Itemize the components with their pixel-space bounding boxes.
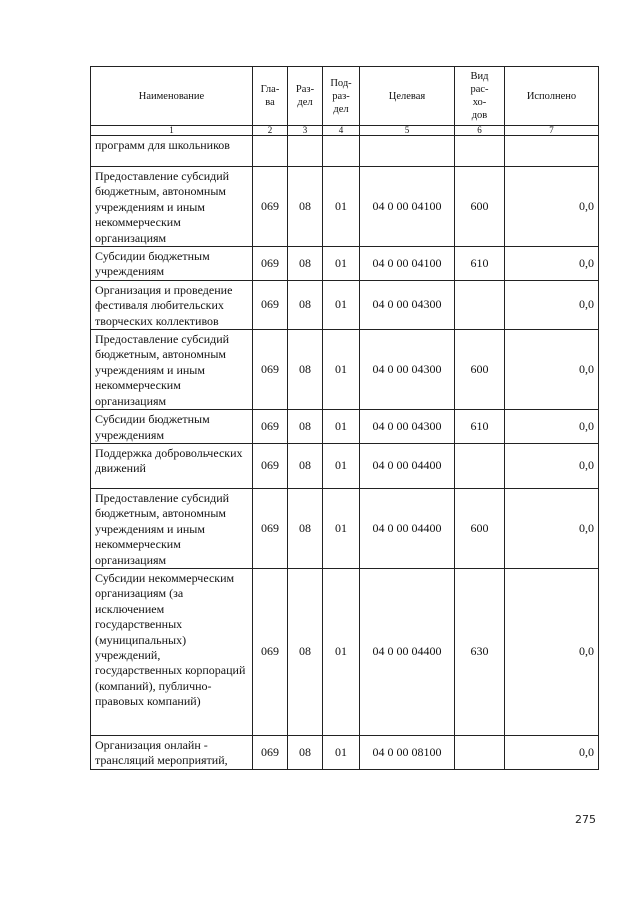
table-row	[91, 488, 599, 568]
table-row	[91, 330, 599, 410]
header-executed	[505, 67, 599, 126]
row-expense-type: 600	[455, 488, 505, 568]
table-row	[91, 280, 599, 329]
row-executed: 0,0	[505, 167, 599, 247]
table-row	[91, 410, 599, 444]
row-chapter: 069	[253, 280, 288, 329]
row-name: Организация онлайн - трансляций мероприятий,	[91, 735, 253, 769]
table-row	[91, 443, 599, 488]
row-subsection: 01	[323, 488, 360, 568]
row-target: 04 0 00 04300	[360, 330, 455, 410]
row-executed: 0,0	[505, 568, 599, 735]
header-expense-type	[455, 67, 505, 126]
row-section: 08	[288, 735, 323, 769]
row-name: программ для школьников	[91, 136, 253, 167]
header-subsection-label: Под- раз- дел	[330, 77, 352, 115]
table-row	[91, 167, 599, 247]
row-expense-type: 600	[455, 330, 505, 410]
column-number: 5	[360, 126, 455, 136]
row-chapter: 069	[253, 247, 288, 281]
header-row	[91, 67, 599, 126]
row-name: Организация и проведение фестиваля любительских творческих коллективов	[91, 280, 253, 329]
header-expense-type-label: Вид рас- хо- дов	[470, 71, 489, 121]
row-name: Предоставление субсидий бюджетным, автономным учреждениям и иным некоммерческим организациям	[91, 167, 253, 247]
row-name: Субсидии бюджетным учреждениям	[91, 247, 253, 281]
row-chapter: 069	[253, 167, 288, 247]
row-name: Субсидии бюджетным учреждениям	[91, 410, 253, 444]
row-target	[360, 136, 455, 167]
row-section: 08	[288, 488, 323, 568]
header-name-label: Наименование	[138, 90, 205, 102]
row-subsection: 01	[323, 410, 360, 444]
row-subsection: 01	[323, 443, 360, 488]
row-chapter: 069	[253, 443, 288, 488]
page-number: 275	[575, 813, 596, 826]
row-name: Субсидии некоммерческим организациям (за исключением государственных (муниципальных) учреждений, государственных корпораций (компаний), публично-правовых компаний)	[91, 568, 253, 735]
header-chapter	[253, 67, 288, 126]
row-chapter: 069	[253, 410, 288, 444]
row-target: 04 0 00 04300	[360, 410, 455, 444]
row-section: 08	[288, 410, 323, 444]
row-section	[288, 136, 323, 167]
row-expense-type	[455, 443, 505, 488]
header-name	[91, 67, 253, 126]
row-chapter: 069	[253, 735, 288, 769]
row-subsection: 01	[323, 330, 360, 410]
row-executed: 0,0	[505, 247, 599, 281]
column-number: 3	[288, 126, 323, 136]
row-subsection: 01	[323, 735, 360, 769]
row-subsection: 01	[323, 568, 360, 735]
row-expense-type: 610	[455, 410, 505, 444]
row-expense-type: 630	[455, 568, 505, 735]
column-number-row	[91, 126, 599, 136]
column-number: 6	[455, 126, 505, 136]
row-target: 04 0 00 04400	[360, 568, 455, 735]
row-chapter: 069	[253, 488, 288, 568]
row-subsection: 01	[323, 280, 360, 329]
row-section: 08	[288, 568, 323, 735]
header-target	[360, 67, 455, 126]
row-target: 04 0 00 04100	[360, 167, 455, 247]
row-target: 04 0 00 04400	[360, 488, 455, 568]
row-name: Поддержка добровольческих движений	[91, 443, 253, 488]
row-expense-type	[455, 735, 505, 769]
row-executed	[505, 136, 599, 167]
row-name: Предоставление субсидий бюджетным, автономным учреждениям и иным некоммерческим организациям	[91, 330, 253, 410]
table-row	[91, 136, 599, 167]
row-expense-type: 600	[455, 167, 505, 247]
row-target: 04 0 00 04400	[360, 443, 455, 488]
row-chapter	[253, 136, 288, 167]
row-executed: 0,0	[505, 443, 599, 488]
header-section-label: Раз- дел	[295, 84, 315, 108]
header-target-label: Целевая	[388, 90, 426, 102]
row-target: 04 0 00 04100	[360, 247, 455, 281]
row-executed: 0,0	[505, 330, 599, 410]
header-subsection	[323, 67, 360, 126]
row-subsection	[323, 136, 360, 167]
row-executed: 0,0	[505, 735, 599, 769]
row-executed: 0,0	[505, 280, 599, 329]
table-row	[91, 568, 599, 735]
budget-table	[90, 66, 599, 770]
row-executed: 0,0	[505, 410, 599, 444]
header-section	[288, 67, 323, 126]
column-number: 4	[323, 126, 360, 136]
row-expense-type	[455, 280, 505, 329]
row-name: Предоставление субсидий бюджетным, автономным учреждениям и иным некоммерческим организациям	[91, 488, 253, 568]
header-executed-label: Исполнено	[526, 90, 577, 102]
row-section: 08	[288, 280, 323, 329]
row-subsection: 01	[323, 167, 360, 247]
row-target: 04 0 00 08100	[360, 735, 455, 769]
column-number: 2	[253, 126, 288, 136]
table-row	[91, 247, 599, 281]
column-number: 1	[91, 126, 253, 136]
column-number: 7	[505, 126, 599, 136]
row-target: 04 0 00 04300	[360, 280, 455, 329]
row-expense-type	[455, 136, 505, 167]
row-section: 08	[288, 167, 323, 247]
row-subsection: 01	[323, 247, 360, 281]
row-chapter: 069	[253, 568, 288, 735]
row-section: 08	[288, 330, 323, 410]
table-row	[91, 735, 599, 769]
header-chapter-label: Гла- ва	[260, 84, 280, 108]
row-chapter: 069	[253, 330, 288, 410]
row-executed: 0,0	[505, 488, 599, 568]
row-section: 08	[288, 247, 323, 281]
row-expense-type: 610	[455, 247, 505, 281]
row-section: 08	[288, 443, 323, 488]
